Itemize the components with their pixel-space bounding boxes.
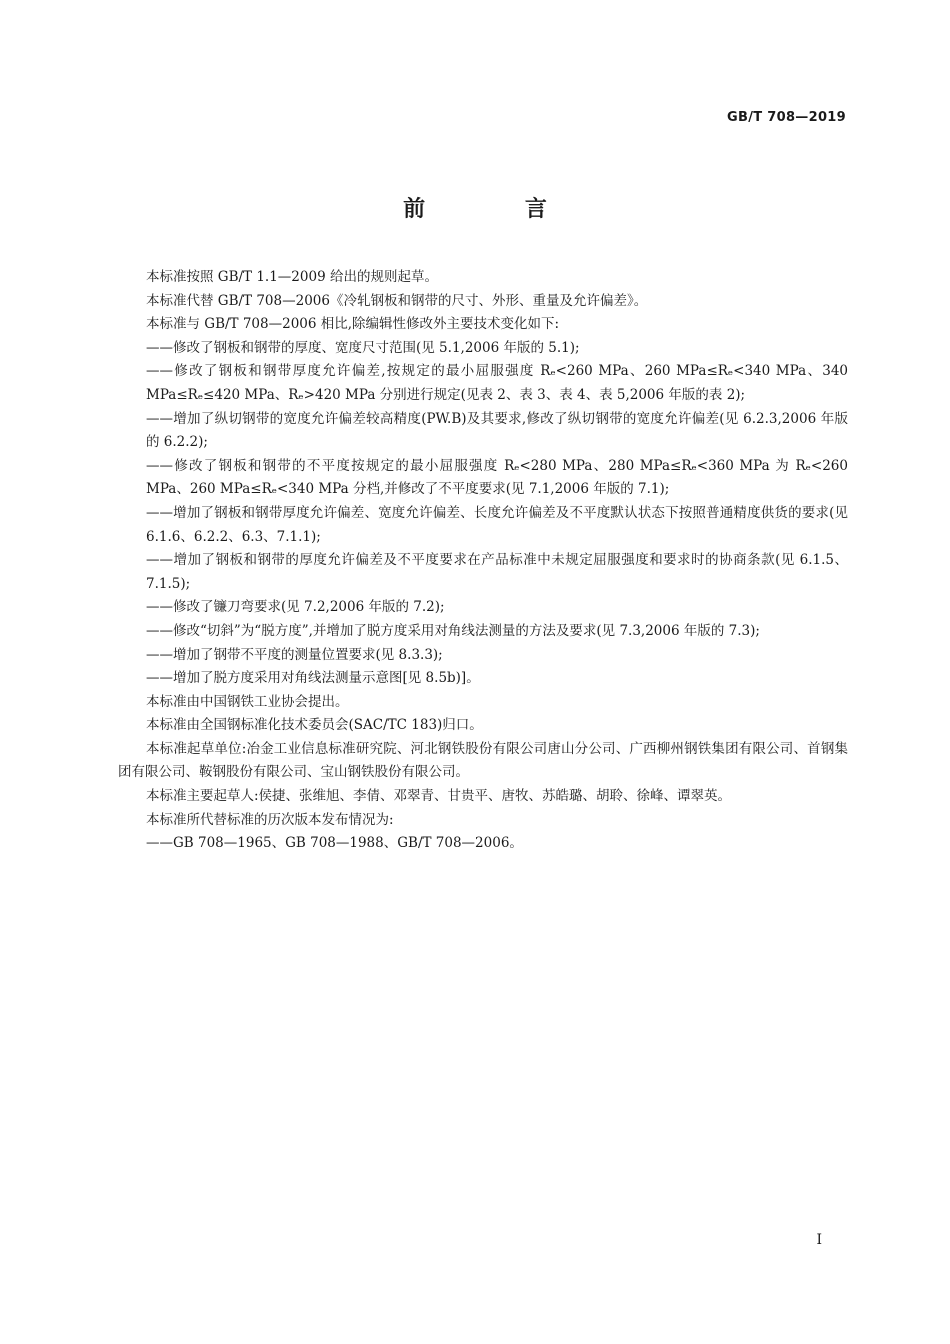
paragraph: 本标准主要起草人:侯捷、张维旭、李倩、邓翠青、甘贵平、唐牧、苏皓璐、胡聆、徐峰、谭翠英。 bbox=[146, 788, 732, 805]
paragraph: 本标准所代替标准的历次版本发布情况为: bbox=[146, 811, 394, 828]
paragraph: 本标准起草单位:冶金工业信息标准研究院、河北钢铁股份有限公司唐山分公司、广西柳州钢铁集团有限公司、首钢集团有限公司、鞍钢股份有限公司、宝山钢铁股份有限公司。 bbox=[118, 740, 848, 781]
paragraph: 本标准与 GB/T 708—2006 相比,除编辑性修改外主要技术变化如下: bbox=[146, 316, 560, 333]
paragraph: 本标准由中国钢铁工业协会提出。 bbox=[146, 693, 349, 710]
page-number: I bbox=[816, 1232, 822, 1248]
list-item: ——增加了钢板和钢带厚度允许偏差、宽度允许偏差、长度允许偏差及不平度默认状态下按照普通精度供货的要求(见 6.1.6、6.2.2、6.3、7.1.1); bbox=[146, 504, 848, 545]
page-title: 前 言 bbox=[403, 197, 593, 222]
list-item: ——修改了镰刀弯要求(见 7.2,2006 年版的 7.2); bbox=[146, 599, 445, 616]
list-item: ——修改了钢板和钢带的厚度、宽度尺寸范围(见 5.1,2006 年版的 5.1); bbox=[146, 339, 580, 356]
list-item: ——增加了纵切钢带的宽度允许偏差较高精度(PW.B)及其要求,修改了纵切钢带的宽度允许偏差(见 6.2.3,2006 年版的 6.2.2); bbox=[146, 410, 848, 451]
list-item: ——修改了钢板和钢带的不平度按规定的最小屈服强度 Rₑ<280 MPa、280 MPa≤Rₑ<360 MPa 为 Rₑ<260 MPa、260 MPa≤Rₑ<340 MPa 分档,并修改了不平度要求(见 7.1,2006 年版的 7.1); bbox=[146, 457, 848, 498]
list-item: ——增加了脱方度采用对角线法测量示意图[见 8.5b)]。 bbox=[146, 670, 480, 687]
list-item: ——GB 708—1965、GB 708—1988、GB/T 708—2006。 bbox=[146, 835, 523, 852]
paragraph: 本标准由全国钢标准化技术委员会(SAC/TC 183)归口。 bbox=[146, 717, 483, 734]
list-item: ——修改“切斜”为“脱方度”,并增加了脱方度采用对角线法测量的方法及要求(见 7.3,2006 年版的 7.3); bbox=[146, 622, 760, 639]
paragraph: 本标准代替 GB/T 708—2006《冷轧钢板和钢带的尺寸、外形、重量及允许偏差》。 bbox=[146, 292, 648, 309]
standard-number: GB/T 708—2019 bbox=[727, 110, 846, 125]
paragraph: 本标准按照 GB/T 1.1—2009 给出的规则起草。 bbox=[146, 269, 438, 285]
foreword-body bbox=[118, 266, 848, 856]
list-item: ——增加了钢带不平度的测量位置要求(见 8.3.3); bbox=[146, 646, 443, 663]
list-item: ——修改了钢板和钢带厚度允许偏差,按规定的最小屈服强度 Rₑ<260 MPa、260 MPa≤Rₑ<340 MPa、340 MPa≤Rₑ≤420 MPa、Rₑ>420 MPa 分别进行规定(见表 2、表 3、表 4、表 5,2006 年版的表 2); bbox=[146, 363, 848, 403]
list-item: ——增加了钢板和钢带的厚度允许偏差及不平度要求在产品标准中未规定屈服强度和要求时的协商条款(见 6.1.5、7.1.5); bbox=[146, 552, 848, 592]
